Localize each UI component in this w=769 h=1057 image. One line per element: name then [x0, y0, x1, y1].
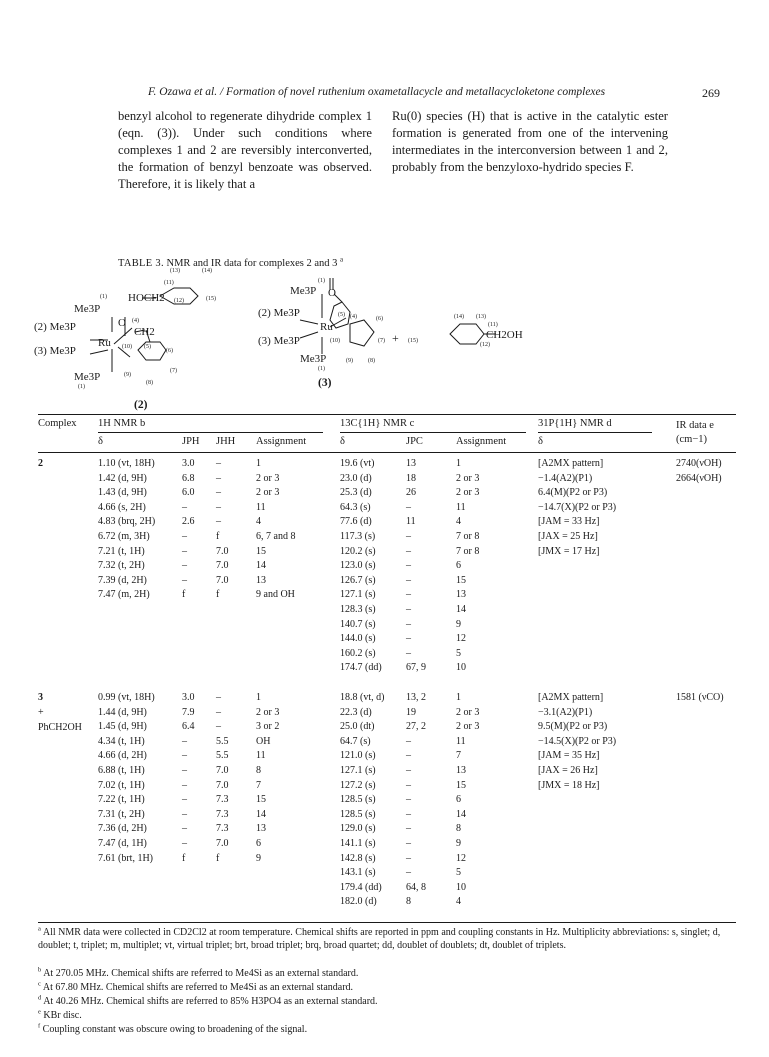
col-c-nmr: 13C{1H} NMR c — [340, 418, 415, 429]
paragraph-left: benzyl alcohol to regenerate dihydride complex 1 (eqn. (3)). Under such conditions where complexes 1 and 2 are reversibly interconverted, the formation of benzyl benzoate was observed. Therefore, it is likely that a — [118, 109, 372, 191]
complex2-cell-h-assign: 13 — [256, 574, 266, 586]
complex2-cell-p-delta: [JMX = 17 Hz] — [538, 545, 600, 557]
complex2-cell-jpc: – — [406, 647, 411, 659]
svg-text:(6): (6) — [166, 348, 173, 354]
complex2-cell-c-delta: 174.7 (dd) — [340, 662, 382, 674]
complex2-cell-c-assign: 6 — [456, 560, 461, 572]
complex2-cell-c-delta: 117.3 (s) — [340, 531, 376, 542]
subheader-rule-c — [340, 432, 526, 433]
complex3-cell-ir: 1581 (νCO) — [676, 692, 724, 703]
col-ir-unit: (cm−1) — [676, 434, 707, 445]
complex3-cell-c-assign: 10 — [456, 881, 466, 893]
complex2-cell-c-assign: 14 — [456, 604, 466, 615]
complex3-cell-c-assign: 4 — [456, 896, 461, 908]
paragraph-right: Ru(0) species (H) that is active in the catalytic ester formation is generated from one of the intervening intermediates in the interconversion between 1 and 2, probably from the benzyloxo-hydrido species F. — [392, 109, 668, 174]
complex2-cell-c-assign: 15 — [456, 574, 466, 586]
complex3-cell-p-delta: [JMX = 18 Hz] — [538, 779, 600, 791]
complex2-cell-h-delta: 4.83 (brq, 2H) — [98, 516, 156, 528]
complex2-cell-jpc: 26 — [406, 487, 416, 499]
complex3-cell-jpc: – — [406, 852, 411, 864]
complex3-cell-jph: – — [182, 735, 187, 747]
complex2-cell-jph: – — [182, 560, 187, 572]
complex3-cell-c-assign: 6 — [456, 794, 461, 806]
complex3-cell-c-assign: 15 — [456, 779, 466, 791]
complex2-cell-c-delta: 23.0 (d) — [340, 472, 372, 484]
complex3-label-2: + — [38, 707, 44, 718]
complex2-cell-c-delta: 19.6 (vt) — [340, 458, 375, 469]
complex3-cell-jph: – — [182, 838, 187, 849]
complex3-cell-jpc: 19 — [406, 706, 416, 718]
complex3-cell-jpc: 27, 2 — [406, 721, 426, 733]
complex3-cell-c-assign: 8 — [456, 823, 461, 835]
svg-text:(2) Me3P: (2) Me3P — [34, 321, 76, 333]
svg-text:(11): (11) — [164, 280, 174, 286]
complex2-cell-c-delta: 77.6 (d) — [340, 516, 372, 528]
complex2-cell-c-delta: 127.1 (s) — [340, 589, 376, 601]
complex2-cell-jph: – — [182, 531, 187, 542]
complex2-cell-c-assign: 10 — [456, 662, 466, 674]
complex2-cell-jph: f — [182, 589, 186, 601]
complex2-cell-h-delta: 7.47 (m, 2H) — [98, 589, 150, 601]
col-jpc: JPC — [406, 436, 423, 447]
complex3-cell-c-assign: 12 — [456, 852, 466, 864]
complex2-cell-jpc: 13 — [406, 458, 416, 469]
complex3-cell-c-delta: 127.1 (s) — [340, 765, 376, 776]
complex2-cell-h-assign: 6, 7 and 8 — [256, 531, 296, 542]
complex3-cell-jhh: 7.0 — [216, 765, 229, 776]
complex2-cell-jph: 2.6 — [182, 516, 195, 528]
complex3-cell-c-assign: 2 or 3 — [456, 706, 480, 718]
complex2-cell-c-assign: 7 or 8 — [456, 531, 480, 542]
subheader-rule-p — [538, 432, 652, 433]
col-p-nmr: 31P{1H} NMR d — [538, 418, 612, 429]
complex3-cell-jhh: – — [216, 692, 221, 703]
svg-text:(7): (7) — [378, 338, 385, 344]
complex3-cell-c-delta: 143.1 (s) — [340, 867, 376, 879]
complex2-label: 2 — [38, 458, 43, 469]
svg-text:(12): (12) — [480, 342, 490, 348]
complex2-cell-p-delta: 6.4(M)(P2 or P3) — [538, 487, 608, 499]
complex3-cell-c-assign: 7 — [456, 750, 461, 762]
complex2-cell-p-delta: [JAM = 33 Hz] — [538, 516, 600, 528]
svg-text:Me3P: Me3P — [300, 353, 327, 365]
complex3-cell-h-delta: 4.66 (d, 2H) — [98, 750, 147, 762]
complex3-cell-jhh: 7.0 — [216, 838, 229, 849]
complex3-cell-c-assign: 1 — [456, 692, 461, 703]
complex2-cell-h-delta: 4.66 (s, 2H) — [98, 501, 146, 513]
col-delta-c: δ — [340, 436, 345, 447]
svg-text:(11): (11) — [488, 322, 498, 328]
complex2-cell-c-delta: 25.3 (d) — [340, 487, 372, 499]
complex3-label-1: 3 — [38, 692, 43, 703]
col-delta-h: δ — [98, 436, 103, 447]
svg-text:(13): (13) — [170, 268, 180, 274]
complex3-cell-jph: 3.0 — [182, 692, 195, 703]
complex3-cell-h-assign: 15 — [256, 794, 266, 806]
footnote-a: $^a$ All NMR data were collected in CD2Cl2 at room temperature. Chemical shifts are reported in ppm and coupling constants in Hz. Multiplicity abbreviations: s, singlet; d, doublet; t, triplet; m, multiplet; vt, virtual triplet; brt, broad triplet; brq, broad quartet; dd, doublet of doublets; dt, doublet of triplets. — [38, 925, 721, 951]
complex2-cell-h-delta: 7.21 (t, 1H) — [98, 545, 145, 557]
svg-text:Me3P: Me3P — [74, 303, 101, 315]
complex2-cell-c-delta: 128.3 (s) — [340, 604, 376, 615]
complex2-cell-jhh: 7.0 — [216, 574, 229, 586]
complex2-cell-h-assign: 4 — [256, 516, 261, 528]
complex3-cell-c-assign: 14 — [456, 808, 466, 820]
complex3-cell-p-delta: −3.1(A2)(P1) — [538, 706, 593, 718]
complex3-cell-c-assign: 13 — [456, 765, 466, 776]
svg-text:(4): (4) — [350, 314, 357, 320]
complex2-cell-c-delta: 123.0 (s) — [340, 560, 376, 572]
table-top-rule — [38, 414, 736, 415]
complex2-cell-jpc: – — [406, 604, 411, 615]
footnote-e: $^e$ KBr disc. — [38, 1008, 82, 1021]
svg-text:(3) Me3P: (3) Me3P — [258, 335, 300, 347]
svg-text:(14): (14) — [202, 268, 212, 274]
complex2-cell-jhh: – — [216, 472, 221, 484]
complex3-cell-p-delta: [JAX = 26 Hz] — [538, 765, 598, 776]
svg-text:(2): (2) — [134, 399, 148, 411]
complex2-cell-jhh: – — [216, 516, 221, 528]
complex3-cell-h-delta: 0.99 (vt, 18H) — [98, 692, 155, 703]
svg-text:(1): (1) — [100, 294, 107, 300]
complex3-cell-h-assign: 11 — [256, 750, 266, 762]
svg-text:(15): (15) — [408, 338, 418, 344]
svg-text:HOCH2: HOCH2 — [128, 292, 165, 304]
complex2-cell-jpc: – — [406, 633, 411, 645]
complex3-cell-c-delta: 182.0 (d) — [340, 896, 377, 908]
complex2-cell-h-assign: 2 or 3 — [256, 487, 280, 499]
table-header-rule — [38, 452, 736, 453]
complex2-cell-h-delta: 7.32 (t, 2H) — [98, 560, 145, 572]
svg-text:(9): (9) — [124, 372, 131, 378]
complex2-cell-jhh: f — [216, 531, 220, 542]
svg-text:(7): (7) — [170, 368, 177, 374]
subheader-rule-h — [98, 432, 323, 433]
complex2-cell-h-assign: 11 — [256, 501, 266, 513]
svg-text:O: O — [118, 317, 126, 329]
complex3-cell-c-delta: 141.1 (s) — [340, 838, 376, 849]
complex3-cell-jhh: f — [216, 852, 220, 864]
complex3-cell-jpc: – — [406, 750, 411, 762]
col-complex: Complex — [38, 418, 77, 429]
complex3-cell-jhh: 5.5 — [216, 750, 229, 762]
complex3-cell-jph: – — [182, 808, 187, 820]
complex3-cell-jpc: 64, 8 — [406, 881, 426, 893]
complex3-cell-jph: – — [182, 823, 187, 835]
svg-text:Ru: Ru — [98, 337, 111, 349]
complex2-cell-jhh: f — [216, 589, 220, 601]
col-h-nmr: 1H NMR b — [98, 418, 146, 429]
complex2-cell-jph: 6.0 — [182, 487, 195, 499]
svg-text:(12): (12) — [174, 298, 184, 304]
svg-text:Ru: Ru — [320, 321, 333, 333]
complex2-cell-jhh: – — [216, 487, 221, 499]
complex3-cell-jph: – — [182, 794, 187, 806]
complex2-cell-jpc: – — [406, 560, 411, 572]
complex3-cell-p-delta: [JAM = 35 Hz] — [538, 750, 600, 762]
complex2-cell-jph: – — [182, 574, 187, 586]
complex2-cell-h-delta: 1.43 (d, 9H) — [98, 487, 147, 499]
complex3-cell-jph: f — [182, 852, 186, 864]
complex2-cell-ir: 2664(νOH) — [676, 472, 722, 484]
svg-text:(8): (8) — [368, 358, 375, 364]
complex3-cell-jpc: – — [406, 779, 411, 791]
complex3-cell-jpc: – — [406, 867, 411, 879]
svg-text:(1): (1) — [318, 366, 325, 372]
complex3-cell-h-assign: 6 — [256, 838, 261, 849]
complex2-cell-h-delta: 6.72 (m, 3H) — [98, 531, 150, 542]
complex2-cell-c-assign: 2 or 3 — [456, 472, 480, 484]
svg-text:CH2: CH2 — [134, 326, 155, 338]
complex3-cell-c-delta: 121.0 (s) — [340, 750, 376, 762]
complex2-cell-jpc: – — [406, 574, 411, 586]
complex3-cell-c-delta: 64.7 (s) — [340, 735, 371, 747]
complex3-cell-h-assign: 7 — [256, 779, 261, 791]
complex3-cell-h-assign: 1 — [256, 692, 261, 703]
complex2-cell-h-delta: 1.42 (d, 9H) — [98, 472, 147, 484]
complex3-cell-c-delta: 128.5 (s) — [340, 808, 376, 820]
complex2-cell-h-delta: 1.10 (vt, 18H) — [98, 458, 155, 469]
complex3-cell-jhh: 7.3 — [216, 823, 229, 835]
complex3-cell-c-delta: 179.4 (dd) — [340, 881, 382, 893]
complex2-cell-jph: – — [182, 545, 187, 557]
complex3-cell-jhh: – — [216, 721, 221, 733]
complex2-cell-h-assign: 9 and OH — [256, 589, 295, 601]
complex2-cell-jpc: – — [406, 531, 411, 542]
complex2-cell-ir: 2740(νOH) — [676, 458, 722, 469]
svg-text:(10): (10) — [122, 344, 132, 350]
svg-text:(5): (5) — [144, 344, 151, 350]
complex2-cell-jhh: – — [216, 501, 221, 513]
complex3-cell-p-delta: [A2MX pattern] — [538, 692, 604, 703]
complex2-cell-jph: 6.8 — [182, 472, 195, 484]
running-header: F. Ozawa et al. / Formation of novel ruthenium oxametallacycle and metallacycloketone complexes — [148, 86, 606, 98]
complex3-cell-jpc: – — [406, 823, 411, 835]
complex3-cell-h-assign: 9 — [256, 852, 261, 864]
complex2-cell-jph: – — [182, 501, 187, 513]
svg-text:(3) Me3P: (3) Me3P — [34, 345, 76, 357]
complex2-cell-jpc: – — [406, 618, 411, 630]
complex3-cell-p-delta: 9.5(M)(P2 or P3) — [538, 721, 608, 733]
complex3-cell-jph: – — [182, 779, 187, 791]
complex3-cell-c-assign: 9 — [456, 838, 461, 849]
complex2-cell-jpc: 18 — [406, 472, 416, 484]
complex3-cell-h-delta: 7.31 (t, 2H) — [98, 808, 145, 820]
complex3-cell-jpc: – — [406, 794, 411, 806]
complex3-cell-jph: – — [182, 750, 187, 762]
complex2-cell-h-assign: 1 — [256, 458, 261, 469]
complex3-cell-h-assign: 2 or 3 — [256, 706, 280, 718]
complex3-cell-jpc: – — [406, 765, 411, 776]
complex2-cell-c-delta: 140.7 (s) — [340, 618, 376, 630]
complex2-cell-c-assign: 7 or 8 — [456, 545, 480, 557]
complex3-cell-h-assign: OH — [256, 735, 271, 747]
svg-text:(2) Me3P: (2) Me3P — [258, 307, 300, 319]
complex2-cell-jhh: – — [216, 458, 221, 469]
complex3-cell-jhh: – — [216, 706, 221, 718]
svg-text:(1): (1) — [318, 278, 325, 284]
complex3-cell-h-delta: 7.36 (d, 2H) — [98, 823, 147, 835]
complex2-cell-c-delta: 126.7 (s) — [340, 574, 376, 586]
complex2-cell-c-assign: 2 or 3 — [456, 487, 480, 499]
footnote-c: $^c$ At 67.80 MHz. Chemical shifts are referred to Me4Si as an external standard. — [38, 980, 354, 993]
complex2-cell-h-delta: 7.39 (d, 2H) — [98, 574, 147, 586]
table-bottom-rule — [38, 922, 736, 923]
col-jhh: JHH — [216, 436, 236, 447]
complex2-cell-jpc: – — [406, 589, 411, 601]
complex2-cell-p-delta: −1.4(A2)(P1) — [538, 472, 593, 484]
svg-text:Me3P: Me3P — [74, 371, 101, 383]
complex3-cell-h-delta: 7.47 (d, 1H) — [98, 838, 147, 849]
complex3-cell-c-delta: 129.0 (s) — [340, 823, 376, 835]
complex3-cell-c-assign: 11 — [456, 735, 466, 747]
complex3-cell-c-delta: 127.2 (s) — [340, 779, 376, 791]
complex2-cell-c-delta: 160.2 (s) — [340, 647, 376, 659]
complex2-cell-jpc: – — [406, 545, 411, 557]
svg-text:(15): (15) — [206, 296, 216, 302]
complex2-cell-c-assign: 12 — [456, 633, 466, 645]
complex2-cell-p-delta: −14.7(X)(P2 or P3) — [538, 501, 617, 513]
complex2-cell-jhh: 7.0 — [216, 545, 229, 557]
complex3-cell-jph: 6.4 — [182, 721, 195, 733]
complex2-cell-c-assign: 1 — [456, 458, 461, 469]
page-number: 269 — [702, 86, 720, 100]
complex3-cell-jpc: – — [406, 808, 411, 820]
complex2-cell-h-assign: 2 or 3 — [256, 472, 280, 484]
complex3-cell-jhh: 5.5 — [216, 735, 229, 747]
complex3-cell-h-assign: 13 — [256, 823, 266, 835]
complex3-cell-h-assign: 14 — [256, 808, 266, 820]
complex3-cell-c-delta: 128.5 (s) — [340, 794, 376, 806]
complex2-cell-c-assign: 4 — [456, 516, 461, 528]
complex3-cell-jpc: – — [406, 838, 411, 849]
complex2-cell-c-assign: 9 — [456, 618, 461, 630]
complex2-cell-p-delta: [A2MX pattern] — [538, 458, 604, 469]
complex2-cell-jpc: – — [406, 501, 411, 513]
complex2-cell-jph: 3.0 — [182, 458, 195, 469]
complex3-cell-h-delta: 1.44 (d, 9H) — [98, 706, 147, 718]
complex3-cell-c-delta: 22.3 (d) — [340, 706, 372, 718]
complex2-cell-jhh: 7.0 — [216, 560, 229, 572]
complex3-cell-c-assign: 5 — [456, 867, 461, 879]
complex3-cell-h-assign: 8 — [256, 765, 261, 776]
complex2-cell-c-assign: 5 — [456, 647, 461, 659]
complex3-cell-h-delta: 6.88 (t, 1H) — [98, 765, 145, 776]
complex2-cell-c-delta: 144.0 (s) — [340, 633, 376, 645]
complex3-cell-h-delta: 4.34 (t, 1H) — [98, 735, 145, 747]
svg-text:(10): (10) — [330, 338, 340, 344]
complex2-cell-c-delta: 120.2 (s) — [340, 545, 376, 557]
svg-text:(6): (6) — [376, 316, 383, 322]
complex2-cell-c-assign: 13 — [456, 589, 466, 601]
complex3-cell-jph: – — [182, 765, 187, 776]
col-ir: IR data e — [676, 420, 714, 431]
svg-text:+: + — [392, 331, 399, 345]
svg-text:(1): (1) — [78, 384, 85, 390]
complex3-cell-c-delta: 25.0 (dt) — [340, 721, 375, 733]
complex2-cell-jpc: 11 — [406, 516, 416, 528]
complex3-cell-jhh: 7.3 — [216, 794, 229, 806]
complex3-cell-p-delta: −14.5(X)(P2 or P3) — [538, 735, 617, 747]
complex2-cell-h-assign: 14 — [256, 560, 266, 572]
col-delta-p: δ — [538, 436, 543, 447]
complex2-cell-c-delta: 64.3 (s) — [340, 501, 371, 513]
footnote-d: $^d$ At 40.26 MHz. Chemical shifts are referred to 85% H3PO4 as an external standard. — [38, 994, 378, 1007]
svg-text:O: O — [328, 287, 336, 299]
complex2-cell-p-delta: [JAX = 25 Hz] — [538, 531, 598, 542]
svg-text:Me3P: Me3P — [290, 285, 317, 297]
complex3-cell-h-delta: 7.22 (t, 1H) — [98, 794, 145, 806]
complex2-cell-jpc: 67, 9 — [406, 662, 426, 674]
table-caption: TABLE 3. NMR and IR data for complexes 2 and 3 $^a$ — [118, 256, 344, 269]
complex2-cell-c-assign: 11 — [456, 501, 466, 513]
svg-text:(4): (4) — [132, 318, 139, 324]
col-assign-c: Assignment — [456, 436, 507, 447]
complex3-cell-h-delta: 7.02 (t, 1H) — [98, 779, 145, 791]
svg-text:(9): (9) — [346, 358, 353, 364]
complex3-cell-jph: 7.9 — [182, 706, 195, 718]
complex3-cell-jpc: 13, 2 — [406, 692, 426, 703]
svg-text:(5): (5) — [338, 312, 345, 318]
structure-figure — [30, 262, 560, 412]
complex3-cell-c-delta: 18.8 (vt, d) — [340, 692, 385, 703]
complex3-cell-c-delta: 142.8 (s) — [340, 852, 376, 864]
complex3-cell-c-assign: 2 or 3 — [456, 721, 480, 733]
complex3-cell-jpc: – — [406, 735, 411, 747]
col-assign-h: Assignment — [256, 436, 307, 447]
complex3-cell-jpc: 8 — [406, 896, 411, 908]
complex2-cell-h-assign: 15 — [256, 545, 266, 557]
svg-text:(14): (14) — [454, 314, 464, 320]
svg-text:(13): (13) — [476, 314, 486, 320]
svg-text:(3): (3) — [318, 377, 332, 389]
svg-text:CH2OH: CH2OH — [486, 329, 523, 341]
footnote-b: $^b$ At 270.05 MHz. Chemical shifts are referred to Me4Si as an external standard. — [38, 966, 359, 979]
svg-text:(8): (8) — [146, 380, 153, 386]
complex3-cell-jhh: 7.0 — [216, 779, 229, 791]
complex3-cell-jhh: 7.3 — [216, 808, 229, 820]
complex3-cell-h-delta: 7.61 (brt, 1H) — [98, 852, 153, 864]
col-jph: JPH — [182, 436, 200, 447]
footnote-f: $^f$ Coupling constant was obscure owing to broadening of the signal. — [38, 1022, 308, 1035]
complex3-cell-h-assign: 3 or 2 — [256, 721, 280, 733]
complex3-label-3: PhCH2OH — [38, 722, 82, 733]
complex3-cell-h-delta: 1.45 (d, 9H) — [98, 721, 147, 733]
